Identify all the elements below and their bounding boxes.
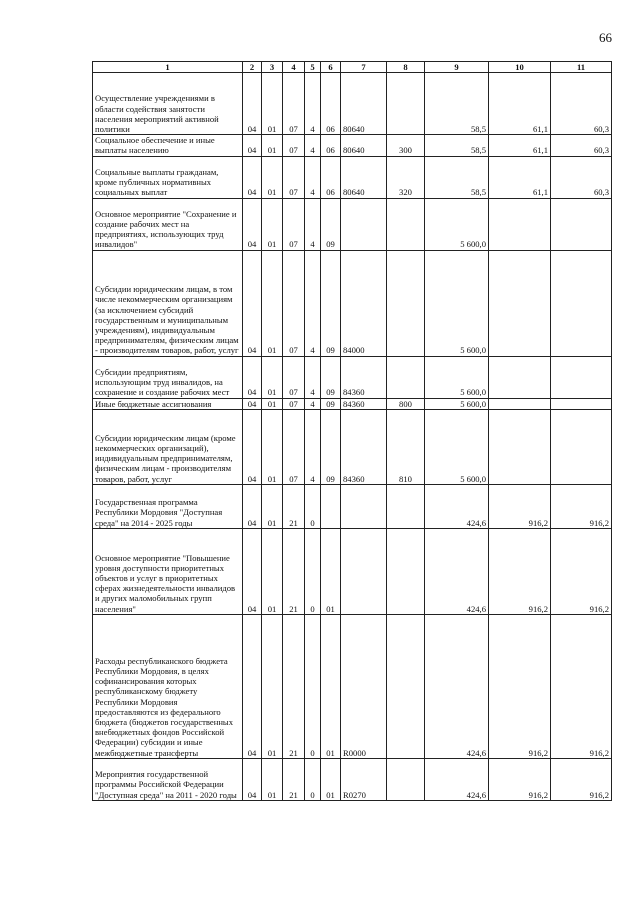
row-value-cell: 800 [387,398,425,409]
row-value-cell: R0270 [341,758,387,800]
table-row [93,156,612,198]
column-header: 1 [93,62,243,73]
row-value-cell: 09 [321,250,341,356]
row-value-cell: 424,6 [425,758,489,800]
row-value-cell: 84000 [341,250,387,356]
column-header: 4 [283,62,305,73]
row-value-cell [387,356,425,398]
row-value-cell [489,409,551,484]
row-value-cell: 61,1 [489,135,551,156]
row-value-cell: 916,2 [489,528,551,614]
row-value-cell: 06 [321,73,341,135]
row-value-cell: 84360 [341,409,387,484]
row-value-cell: 21 [283,758,305,800]
row-name-cell: Расходы республиканского бюджета Республики Мордовия, в целях софинансирования которых республиканскому бюджету Республики Мордовия предоставляются из федерального бюджета (бюджетов государственных внебюджетных фондов Российской Федерации) субсидии и иные межбюджетные трансферты [93,614,243,758]
row-value-cell [387,250,425,356]
row-value-cell: 320 [387,156,425,198]
row-value-cell [387,198,425,250]
row-name-cell: Основное мероприятие "Повышение уровня доступности приоритетных объектов и услуг в приоритетных сферах жизнедеятельности инвалидов и других маломобильных групп населения" [93,528,243,614]
row-value-cell: 09 [321,398,341,409]
row-value-cell: 4 [305,398,321,409]
row-value-cell: 916,2 [551,528,612,614]
row-value-cell: 4 [305,156,321,198]
row-value-cell: 4 [305,73,321,135]
row-value-cell: R0000 [341,614,387,758]
row-value-cell: 5 600,0 [425,198,489,250]
row-value-cell [387,528,425,614]
row-value-cell: 5 600,0 [425,409,489,484]
table-row [93,758,612,800]
row-value-cell: 5 600,0 [425,250,489,356]
row-value-cell: 04 [243,198,262,250]
row-value-cell: 84360 [341,398,387,409]
column-header: 8 [387,62,425,73]
row-value-cell: 916,2 [551,758,612,800]
row-value-cell: 01 [262,409,283,484]
row-value-cell: 01 [321,614,341,758]
row-value-cell: 4 [305,135,321,156]
row-value-cell: 0 [305,758,321,800]
row-value-cell: 58,5 [425,156,489,198]
row-value-cell: 01 [321,528,341,614]
row-value-cell: 04 [243,528,262,614]
table-row [93,528,612,614]
row-value-cell [341,198,387,250]
page-number: 66 [599,30,612,45]
row-value-cell: 01 [262,614,283,758]
column-header: 7 [341,62,387,73]
row-value-cell [551,356,612,398]
row-value-cell: 80640 [341,73,387,135]
row-value-cell: 916,2 [551,614,612,758]
row-value-cell: 01 [262,356,283,398]
row-value-cell [551,409,612,484]
row-value-cell: 58,5 [425,135,489,156]
row-value-cell: 80640 [341,156,387,198]
row-value-cell: 01 [262,528,283,614]
row-value-cell: 04 [243,484,262,528]
table-row [93,250,612,356]
row-value-cell: 01 [262,250,283,356]
row-name-cell: Осуществление учреждениями в области содействия занятости населения мероприятий активной политики [93,73,243,135]
row-value-cell: 07 [283,356,305,398]
row-name-cell: Субсидии предприятиям, использующим труд инвалидов, на сохранение и создание рабочих мест [93,356,243,398]
row-value-cell: 07 [283,156,305,198]
row-value-cell: 04 [243,398,262,409]
column-header: 10 [489,62,551,73]
row-value-cell: 01 [262,135,283,156]
row-value-cell: 0 [305,528,321,614]
row-value-cell: 04 [243,356,262,398]
row-value-cell: 04 [243,135,262,156]
row-value-cell: 60,3 [551,156,612,198]
column-header: 3 [262,62,283,73]
row-name-cell: Социальное обеспечение и иные выплаты населению [93,135,243,156]
table-row [93,356,612,398]
row-value-cell: 5 600,0 [425,398,489,409]
table-header-row [93,62,612,73]
row-value-cell [341,528,387,614]
row-value-cell: 09 [321,356,341,398]
row-value-cell: 07 [283,135,305,156]
row-value-cell: 09 [321,198,341,250]
row-name-cell: Субсидии юридическим лицам (кроме некоммерческих организаций), индивидуальным предпринимателям, физическим лицам - производителям товаров, работ, услуг [93,409,243,484]
row-value-cell [387,614,425,758]
row-value-cell: 84360 [341,356,387,398]
row-value-cell: 01 [262,484,283,528]
row-value-cell [321,484,341,528]
row-value-cell: 21 [283,614,305,758]
row-value-cell: 01 [262,758,283,800]
row-value-cell [489,198,551,250]
row-value-cell [387,758,425,800]
row-value-cell: 07 [283,250,305,356]
row-value-cell: 04 [243,614,262,758]
row-name-cell: Социальные выплаты гражданам, кроме публичных нормативных социальных выплат [93,156,243,198]
row-value-cell: 01 [262,398,283,409]
row-value-cell: 424,6 [425,614,489,758]
row-value-cell: 01 [262,198,283,250]
column-header: 2 [243,62,262,73]
row-name-cell: Государственная программа Республики Мордовия "Доступная среда" на 2014 - 2025 годы [93,484,243,528]
row-value-cell: 4 [305,198,321,250]
row-value-cell: 04 [243,758,262,800]
table-row [93,484,612,528]
row-value-cell: 04 [243,250,262,356]
row-value-cell: 300 [387,135,425,156]
row-value-cell: 4 [305,250,321,356]
row-value-cell [387,73,425,135]
row-value-cell: 07 [283,73,305,135]
table-row [93,135,612,156]
row-value-cell [489,250,551,356]
row-value-cell: 07 [283,409,305,484]
row-value-cell [489,356,551,398]
row-value-cell [489,398,551,409]
table-row [93,409,612,484]
row-value-cell: 424,6 [425,528,489,614]
row-value-cell: 21 [283,528,305,614]
column-header: 11 [551,62,612,73]
row-value-cell: 01 [262,156,283,198]
row-value-cell: 01 [262,73,283,135]
column-header: 6 [321,62,341,73]
row-value-cell: 0 [305,614,321,758]
table-row [93,614,612,758]
row-value-cell: 61,1 [489,73,551,135]
row-name-cell: Основное мероприятие "Сохранение и создание рабочих мест на предприятиях, использующих труд инвалидов" [93,198,243,250]
row-value-cell: 04 [243,409,262,484]
row-value-cell: 916,2 [551,484,612,528]
row-value-cell: 4 [305,356,321,398]
row-value-cell [551,250,612,356]
row-value-cell: 06 [321,156,341,198]
row-value-cell: 58,5 [425,73,489,135]
row-value-cell: 04 [243,73,262,135]
row-value-cell: 09 [321,409,341,484]
row-name-cell: Иные бюджетные ассигнования [93,398,243,409]
row-value-cell: 80640 [341,135,387,156]
table-row [93,73,612,135]
row-value-cell [551,398,612,409]
row-value-cell: 07 [283,198,305,250]
row-value-cell [551,198,612,250]
row-value-cell [341,484,387,528]
row-value-cell: 5 600,0 [425,356,489,398]
row-value-cell: 810 [387,409,425,484]
row-value-cell: 916,2 [489,484,551,528]
row-value-cell: 04 [243,156,262,198]
row-value-cell: 06 [321,135,341,156]
row-value-cell: 0 [305,484,321,528]
table-row [93,398,612,409]
budget-table [92,61,612,801]
row-value-cell [387,484,425,528]
row-value-cell: 21 [283,484,305,528]
row-value-cell: 61,1 [489,156,551,198]
row-value-cell: 424,6 [425,484,489,528]
row-value-cell: 60,3 [551,135,612,156]
row-value-cell: 4 [305,409,321,484]
row-name-cell: Мероприятия государственной программы Российской Федерации "Доступная среда" на 2011 - 2020 годы [93,758,243,800]
row-name-cell: Субсидии юридическим лицам, в том числе некоммерческим организациям (за исключением субсидий государственным и муниципальным учреждениям), индивидуальным предпринимателям, физическим лицам - производителям товаров, работ, услуг [93,250,243,356]
table-row [93,198,612,250]
row-value-cell: 01 [321,758,341,800]
column-header: 5 [305,62,321,73]
column-header: 9 [425,62,489,73]
row-value-cell: 07 [283,398,305,409]
row-value-cell: 916,2 [489,758,551,800]
row-value-cell: 60,3 [551,73,612,135]
row-value-cell: 916,2 [489,614,551,758]
